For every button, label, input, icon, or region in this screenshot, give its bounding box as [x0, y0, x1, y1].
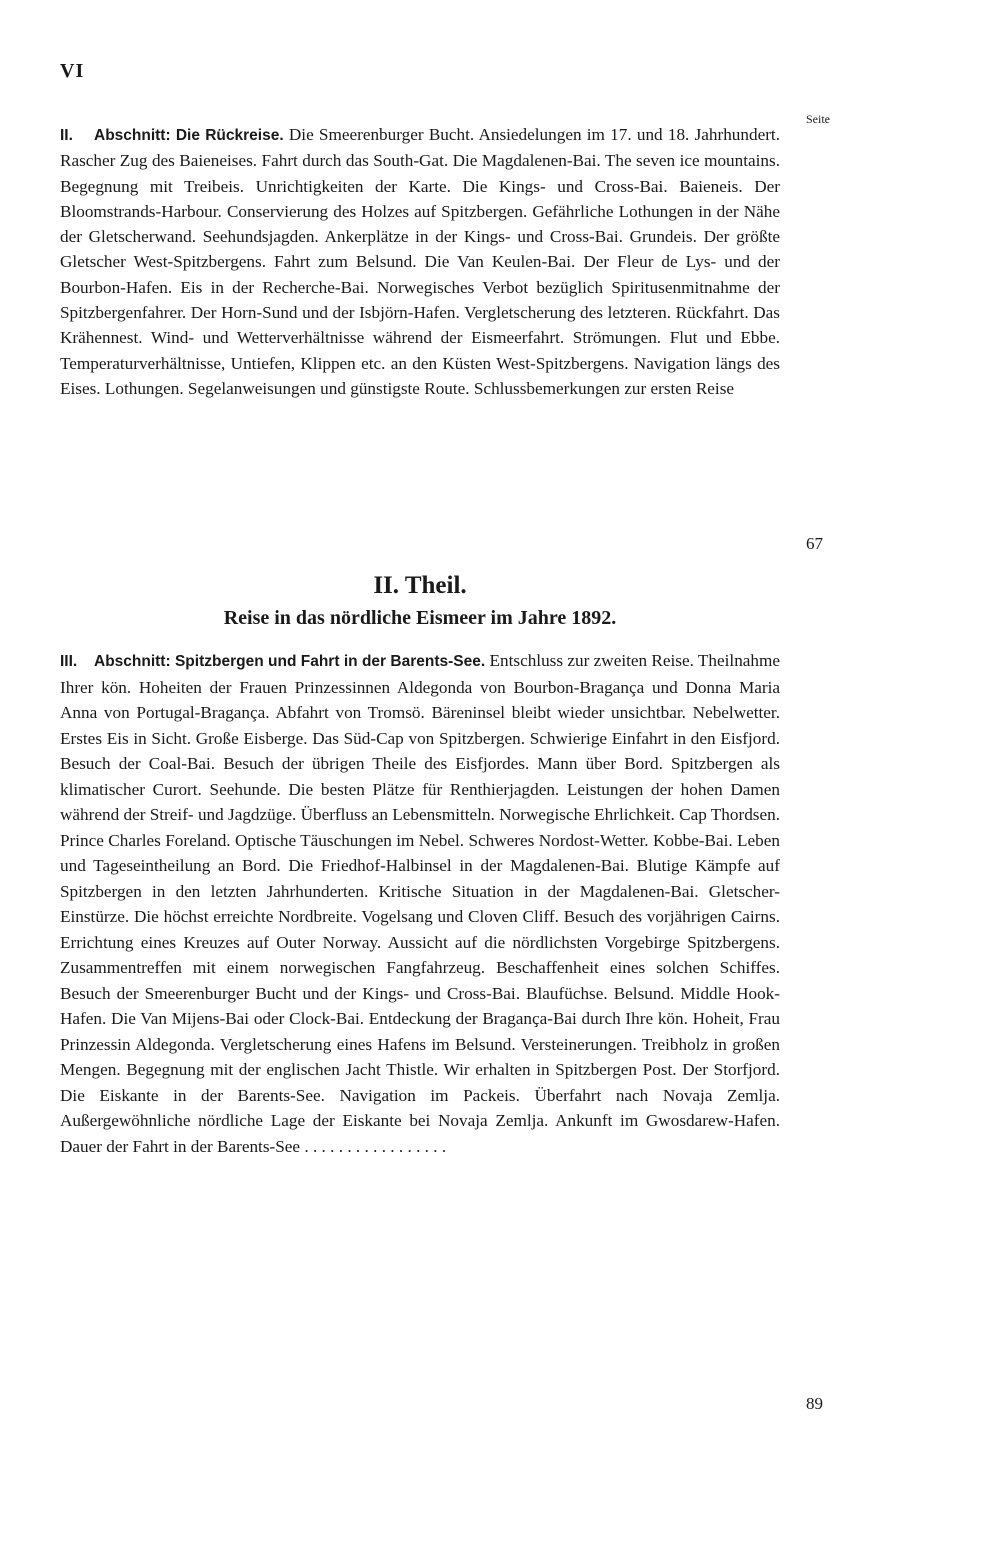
toc-entry-section-2 — [60, 122, 780, 401]
part-title: II. Theil. — [373, 572, 467, 599]
column-label-seite: Seite — [806, 112, 830, 126]
page-reference: 67 — [806, 534, 823, 553]
section-number: III. — [60, 653, 78, 670]
part-subtitle: Reise in das nördliche Eismeer im Jahre 1892. — [223, 607, 617, 629]
section-heading: Abschnitt: Die Rückreise. — [94, 127, 284, 144]
section-summary: Die Smeerenburger Bucht. Ansiedelungen im 17. und 18. Jahrhundert. Rascher Zug des Baieneises. Fahrt durch das South-Gat. Die Magdalenen-Bai. The seven ice mountains. Begegnung mit Treibeis. Unrichtigkeiten der Karte. Die Kings- und Cross-Bai. Baieneis. Der Bloomstrands-Harbour. Conservierung des Holzes auf Spitzbergen. Gefährliche Lothungen in der Nähe der Gletscherwand. Seehundsjagden. Ankerplätze in der Kings- und Cross-Bai. Grundeis. Der größte Gletscher West-Spitzbergens. Fahrt zum Belsund. Die Van Keulen-Bai. Der Fleur de Lys- und der Bourbon-Hafen. Eis in der Recherche-Bai. Norwegisches Verbot bezüglich Spiritusenmitnahme der Spitzbergenfahrer. Der Horn-Sund und der Isbjörn-Hafen. Vergletscherung des letzteren. Rückfahrt. Das Krähennest. Wind- und Wetterverhältnisse während der Eismeerfahrt. Strömungen. Flut und Ebbe. Temperaturverhältnisse, Untiefen, Klippen etc. an den Küsten West-Spitzbergens. Navigation längs des Eises. Lothungen. Segelanweisungen und günstigste Route. Schlussbemerkungen zur ersten Reise — [60, 125, 781, 398]
section-number: II. — [60, 127, 73, 144]
toc-entry-section-3 — [60, 648, 780, 1159]
section-summary: Entschluss zur zweiten Reise. Theilnahme Ihrer kön. Hoheiten der Frauen Prinzessinnen Aldegonda von Bourbon-Bragança und Donna Maria Anna von Portugal-Bragança. Abfahrt von Tromsö. Bäreninsel bleibt wieder unsichtbar. Nebelwetter. Erstes Eis in Sicht. Große Eisberge. Das Süd-Cap von Spitzbergen. Schwierige Einfahrt in den Eisfjord. Besuch der Coal-Bai. Besuch der übrigen Theile des Eisfjordes. Mann über Bord. Spitzbergen als klimatischer Curort. Seehunde. Die besten Plätze für Renthierjagden. Leistungen der hohen Damen während der Streif- und Jagdzüge. Überfluss an Lebensmitteln. Norwegische Ehrlichkeit. Cap Thordsen. Prince Charles Foreland. Optische Täuschungen im Nebel. Schweres Nordost-Wetter. Kobbe-Bai. Leben und Tageseintheilung an Bord. Die Friedhof-Halbinsel in der Magdalenen-Bai. Blutige Kämpfe auf Spitzbergen in den letzten Jahrhunderten. Kritische Situation in der Magdalenen-Bai. Gletscher-Einstürze. Die höchst erreichte Nordbreite. Vogelsang und Cloven Cliff. Besuch des vorjährigen Cairns. Errichtung eines Kreuzes auf Outer Norway. Aussicht auf die nördlichsten Vorgebirge Spitzbergens. Zusammentreffen mit einem norwegischen Fangfahrzeug. Beschaffenheit eines solchen Schiffes. Besuch der Smeerenburger Bucht und der Kings- und Cross-Bai. Blaufüchse. Belsund. Middle Hook-Hafen. Die Van Mijens-Bai oder Clock-Bai. Entdeckung der Braganҫa-Bai durch Ihre kön. Hoheit, Frau Prinzessin Aldegonda. Vergletscherung eines Hafens im Belsund. Versteinerungen. Treibholz in großen Mengen. Begegnung mit der englischen Jacht Thistle. Wir erhalten in Spitzbergen Post. Der Storfjord. Die Eiskante in der Barents-See. Navigation im Packeis. Überfahrt nach Novaja Zemlja. Außergewöhnliche nördliche Lage der Eiskante bei Novaja Zemlja. Ankunft im Gwosdarew-Hafen. Dauer der Fahrt in der Barents-See . . . . . . . . . . . . . . . . . — [60, 651, 781, 1156]
section-heading: Abschnitt: Spitzbergen und Fahrt in der Barents-See. — [94, 653, 486, 670]
page-number: VI — [60, 60, 85, 82]
page-reference: 89 — [806, 1394, 823, 1413]
